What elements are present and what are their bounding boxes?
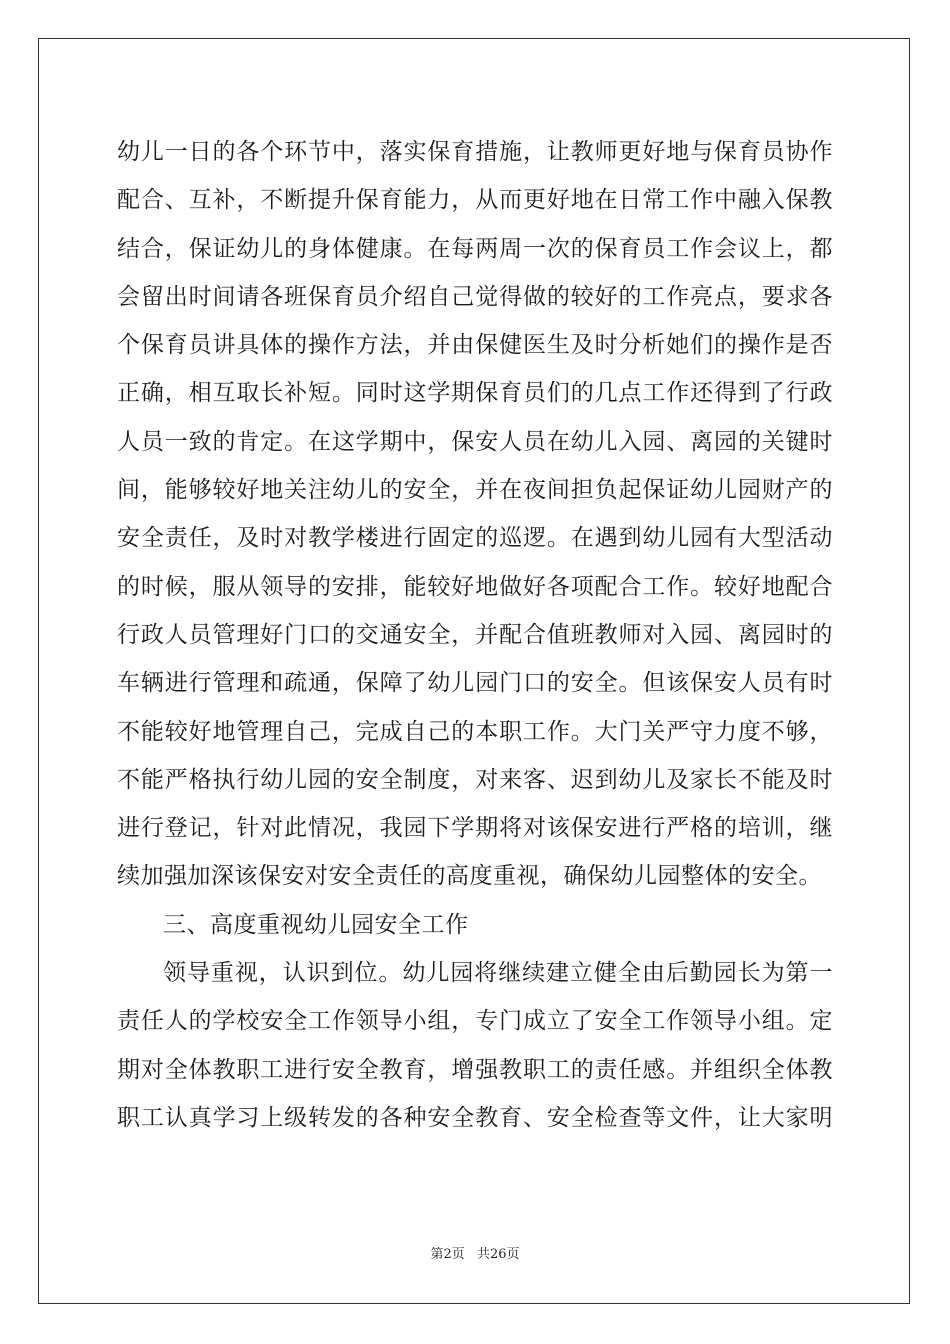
text-line: 间，能够较好地关注幼儿的安全，并在夜间担负起保证幼儿园财产的 — [117, 477, 833, 504]
text-line: 不能严格执行幼儿园的安全制度，对来客、迟到幼儿及家长不能及时 — [117, 766, 833, 793]
page-number: 第2页 — [430, 1247, 465, 1262]
document-body — [117, 128, 833, 1142]
text-line: 领导重视，认识到位。幼儿园将继续建立健全由后勤园长为第一 — [163, 960, 833, 987]
text-line: 结合，保证幼儿的身体健康。在每两周一次的保育员工作会议上，都 — [117, 235, 833, 262]
text-line: 的时候，服从领导的安排，能较好地做好各项配合工作。较好地配合 — [117, 573, 833, 600]
text-line: 车辆进行管理和疏通，保障了幼儿园门口的安全。但该保安人员有时 — [117, 670, 833, 697]
text-line: 人员一致的肯定。在这学期中，保安人员在幼儿入园、离园的关键时 — [117, 428, 833, 455]
text-line: 配合、互补，不断提升保育能力，从而更好地在日常工作中融入保教 — [117, 187, 833, 214]
page-total: 共26页 — [476, 1247, 520, 1262]
text-line: 会留出时间请各班保育员介绍自己觉得做的较好的工作亮点，要求各 — [117, 283, 833, 310]
text-line: 责任人的学校安全工作领导小组，专门成立了安全工作领导小组。定 — [117, 1008, 833, 1035]
text-line: 职工认真学习上级转发的各种安全教育、安全检查等文件，让大家明 — [117, 1104, 833, 1131]
text-line: 续加强加深该保安对安全责任的高度重视，确保幼儿园整体的安全。 — [117, 863, 822, 890]
page-footer — [0, 1243, 950, 1262]
section-heading: 三、高度重视幼儿园安全工作 — [163, 911, 469, 938]
text-line: 个保育员讲具体的操作方法，并由保健医生及时分析她们的操作是否 — [117, 332, 833, 359]
text-line: 期对全体教职工进行安全教育，增强教职工的责任感。并组织全体教 — [117, 1056, 833, 1083]
text-line: 行政人员管理好门口的交通安全，并配合值班教师对入园、离园时的 — [117, 621, 833, 648]
text-line: 正确，相互取长补短。同时这学期保育员们的几点工作还得到了行政 — [117, 380, 833, 407]
text-line: 安全责任，及时对教学楼进行固定的巡逻。在遇到幼儿园有大型活动 — [117, 525, 833, 552]
text-line: 幼儿一日的各个环节中，落实保育措施，让教师更好地与保育员协作 — [117, 139, 833, 165]
text-line: 进行登记，针对此情况，我园下学期将对该保安进行严格的培训，继 — [117, 815, 833, 842]
text-line: 不能较好地管理自己，完成自己的本职工作。大门关严守力度不够， — [117, 718, 833, 745]
